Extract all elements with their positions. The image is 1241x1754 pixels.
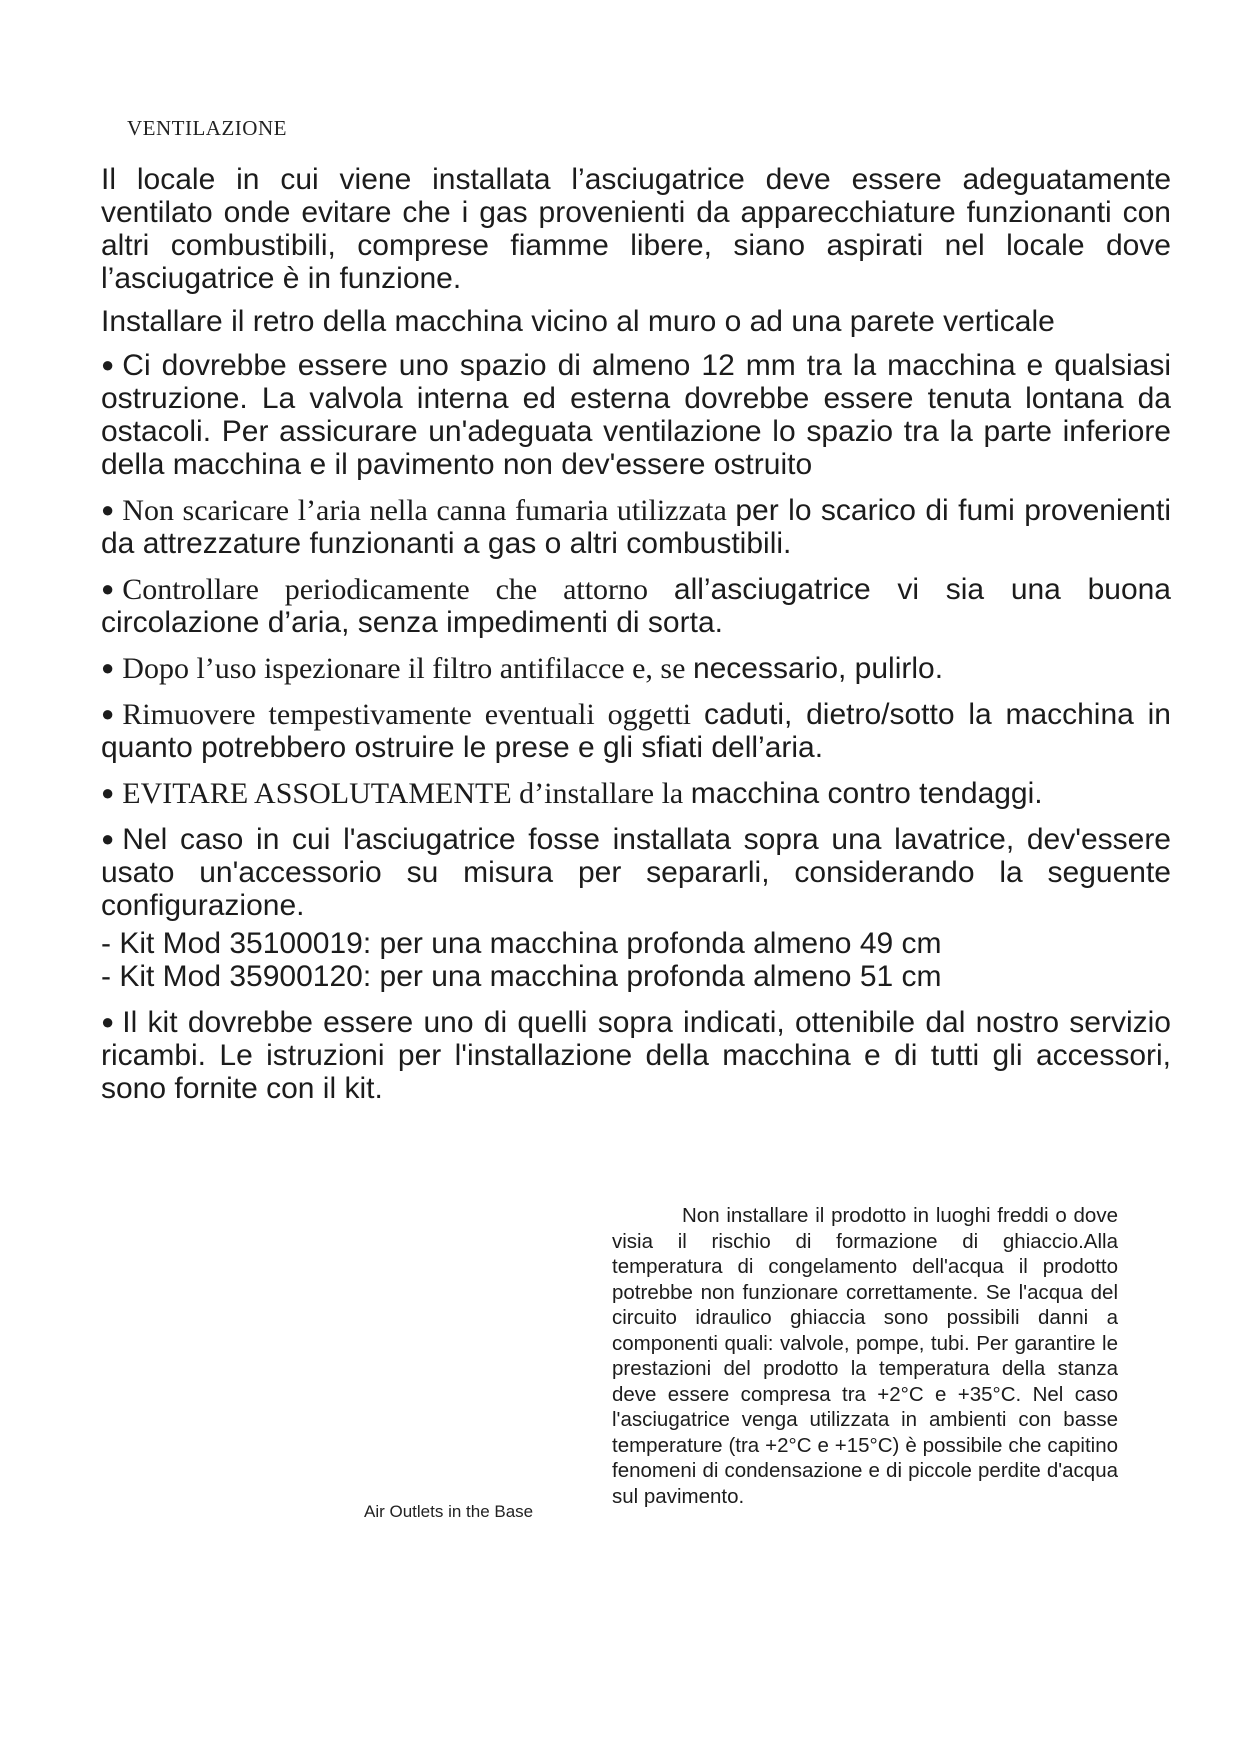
bullet-icon: ● xyxy=(101,701,115,726)
install-back-paragraph: Installare il retro della macchina vicino al muro o ad una parete verticale xyxy=(101,305,1055,338)
bullet-text: caduti, dietro/sotto la macchina in quanto potrebbero ostruire le prese e gli sfiati dell’aria. xyxy=(101,698,1171,764)
bullet-text-serif: Dopo l’uso ispezionare il filtro antifilacce e, se xyxy=(122,652,693,685)
bullet-icon: ● xyxy=(101,826,115,851)
bullet-kit-note xyxy=(101,1005,1171,1105)
bullet-text: per lo scarico di fumi provenienti da attrezzature funzionanti a gas o altri combustibili. xyxy=(101,494,1171,560)
figure-caption: Air Outlets in the Base xyxy=(364,1502,534,1521)
bullet-text: necessario, pulirlo. xyxy=(692,652,944,685)
bullet-icon: ● xyxy=(101,1009,115,1034)
intro-paragraph: Il locale in cui viene installata l’asciugatrice deve essere adeguatamente ventilato onde evitare che i gas provenienti da apparecchiature funzionanti con altri combustibili, comprese fiamme libere, siano aspirati nel locale dove l’asciugatrice è in funzione. xyxy=(101,163,1171,295)
section-title: VENTILAZIONE xyxy=(127,116,287,140)
cold-environment-note: Non installare il prodotto in luoghi freddi o dove visia il rischio di formazione di ghiaccio.Alla temperatura di congelamento dell'acqua il prodotto potrebbe non funzionare correttamente. Se l'acqua del circuito idraulico ghiaccia sono possibili danni a componenti quali: valvole, pompe, tubi. Per garantire le prestazioni del prodotto la temperatura della stanza deve essere compresa tra +2°C e +35°C. Nel caso l'asciugatrice venga utilizzata in ambienti con basse temperature (tra +2°C e +15°C) è possibile che capitino fenomeni di condensazione e di piccole perdite d'acqua sul pavimento. xyxy=(612,1204,1118,1508)
kit-item: - Kit Mod 35900120: per una macchina profonda almeno 51 cm xyxy=(101,960,942,993)
bullet-text: Nel caso in cui l'asciugatrice fosse installata sopra una lavatrice, dev'essere usato un'accessorio su misura per separarli, considerando la seguente configurazione. xyxy=(101,823,1171,922)
bullet-text: macchina contro tendaggi. xyxy=(690,777,1043,810)
bullet-text: all’asciugatrice vi sia una buona circolazione d’aria, senza impedimenti di sorta. xyxy=(101,573,1171,639)
bullet-icon: ● xyxy=(101,780,115,805)
bullet-filter xyxy=(101,651,1171,685)
bullet-icon: ● xyxy=(101,576,115,601)
bullet-icon: ● xyxy=(101,655,115,680)
bullet-text: Ci dovrebbe essere uno spazio di almeno 12 mm tra la macchina e qualsiasi ostruzione. La valvola interna ed esterna dovrebbe essere tenuta lontana da ostacoli. Per assicurare un'adeguata ventilazione lo spazio tra la parte inferiore della macchina e il pavimento non dev'essere ostruito xyxy=(101,349,1171,481)
bullet-curtains xyxy=(101,776,1171,810)
bullet-text-serif: EVITARE ASSOLUTAMENTE d’installare la xyxy=(122,777,691,810)
bullet-fallen-objects xyxy=(101,697,1171,764)
kit-item: - Kit Mod 35100019: per una macchina profonda almeno 49 cm xyxy=(101,927,942,960)
bullet-text: Il kit dovrebbe essere uno di quelli sopra indicati, ottenibile dal nostro servizio ricambi. Le istruzioni per l'installazione della macchina e di tutti gli accessori, sono fornite con il kit. xyxy=(101,1006,1171,1105)
ventilation-instructions xyxy=(101,163,1171,1105)
bullet-text-serif: Controllare periodicamente che attorno xyxy=(122,573,674,606)
bullet-air-circulation xyxy=(101,572,1171,639)
bullet-icon: ● xyxy=(101,497,115,522)
bullet-icon: ● xyxy=(101,352,115,377)
bullet-flue xyxy=(101,493,1171,560)
bullet-text-serif: Non scaricare l’aria nella canna fumaria utilizzata xyxy=(122,494,736,527)
bullet-clearance xyxy=(101,348,1171,481)
bullet-text-serif: Rimuovere tempestivamente eventuali oggetti xyxy=(122,698,704,731)
bullet-stacking xyxy=(101,822,1171,922)
